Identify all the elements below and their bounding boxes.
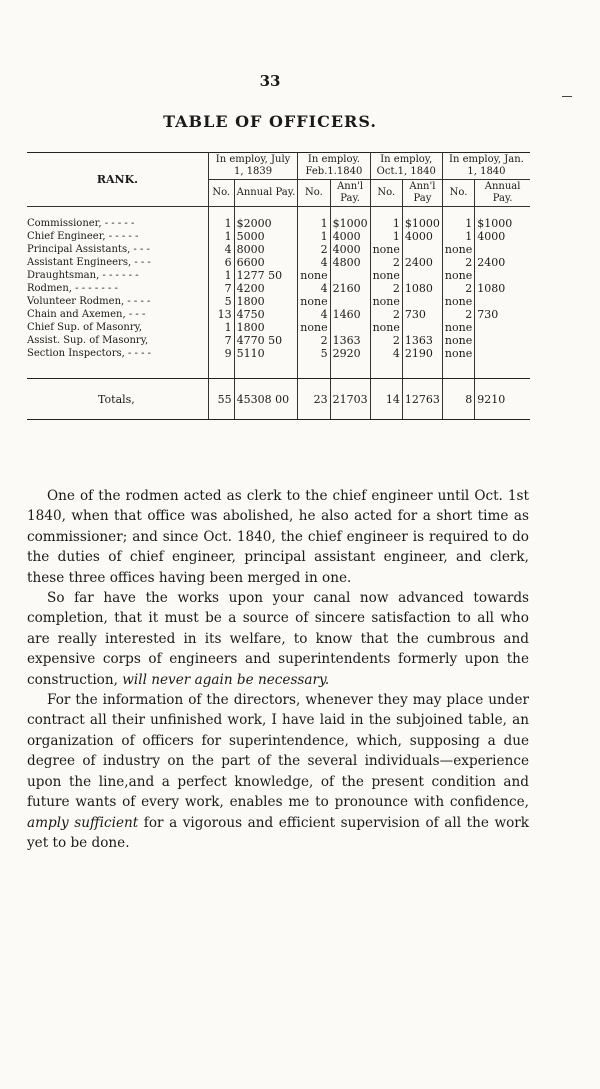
- count-cell: 4: [298, 308, 330, 321]
- count-cell: 13: [208, 308, 234, 321]
- rank-label: Chief Sup. of Masonry,: [27, 322, 143, 333]
- count-cell: 2: [442, 308, 474, 321]
- pay-cell: 1080: [475, 282, 530, 295]
- count-cell: none: [442, 243, 474, 256]
- table-row: [27, 347, 530, 360]
- count-cell: 4: [208, 243, 234, 256]
- pay-cell: 6600: [234, 256, 298, 269]
- pay-cell: [475, 243, 530, 256]
- pay-cell: 4000: [330, 230, 370, 243]
- count-cell: none: [442, 334, 474, 347]
- totals-row: [27, 379, 530, 420]
- rank-label: Rodmen, - - - - - - -: [27, 283, 118, 294]
- count-cell: 1: [370, 230, 402, 243]
- pay-cell: 2920: [330, 347, 370, 360]
- no-header: No.: [442, 180, 474, 207]
- pay-cell: [475, 347, 530, 360]
- rank-label: Volunteer Rodmen, - - - -: [27, 296, 151, 307]
- count-cell: none: [370, 243, 402, 256]
- table-row: [27, 321, 530, 334]
- count-cell: 1: [442, 217, 474, 230]
- pay-cell: [475, 269, 530, 282]
- page-number: 33: [259, 72, 281, 90]
- count-cell: none: [298, 295, 330, 308]
- paragraph-text: for a vigorous and efficient supervision of all the work yet to be done.: [27, 814, 529, 851]
- rank-label: Principal Assistants, - - -: [27, 244, 150, 255]
- table-row: [27, 295, 530, 308]
- rank-label: Chief Engineer, - - - - -: [27, 231, 139, 242]
- count-cell: 1: [208, 230, 234, 243]
- count-cell: 4: [370, 347, 402, 360]
- group-header: In employ, Jan. 1, 1840: [442, 153, 530, 180]
- count-cell: 1: [442, 230, 474, 243]
- pay-cell: $1000: [402, 217, 442, 230]
- paragraph: [27, 690, 529, 853]
- pay-cell: 5000: [234, 230, 298, 243]
- page-title: TABLE OF OFFICERS.: [163, 112, 377, 131]
- count-cell: 4: [298, 282, 330, 295]
- paragraph: [27, 588, 529, 690]
- table-row: [27, 217, 530, 230]
- spacer-row: [27, 207, 530, 218]
- pay-cell: [475, 334, 530, 347]
- group-header: In employ. Feb.1.1840: [298, 153, 370, 180]
- officers-table: [27, 152, 530, 420]
- table-row: [27, 282, 530, 295]
- pay-cell: 4750: [234, 308, 298, 321]
- pay-cell: 1277 50: [234, 269, 298, 282]
- rank-label: Totals,: [27, 379, 208, 420]
- rank-label: Chain and Axemen, - - -: [27, 309, 146, 320]
- pay-header: Annual Pay.: [475, 180, 530, 207]
- rank-label: Section Inspectors, - - - -: [27, 348, 152, 359]
- pay-cell: 1800: [234, 321, 298, 334]
- pay-cell: 730: [402, 308, 442, 321]
- body-text: [27, 486, 529, 853]
- pay-cell: 2160: [330, 282, 370, 295]
- pay-cell: 2190: [402, 347, 442, 360]
- pay-cell: 2400: [475, 256, 530, 269]
- count-cell: 7: [208, 282, 234, 295]
- table-row: [27, 243, 530, 256]
- pay-cell: 2400: [402, 256, 442, 269]
- pay-cell: 8000: [234, 243, 298, 256]
- pay-cell: 9210: [475, 379, 530, 420]
- pay-cell: 1363: [402, 334, 442, 347]
- count-cell: none: [442, 295, 474, 308]
- count-cell: 2: [370, 282, 402, 295]
- pay-cell: 1460: [330, 308, 370, 321]
- count-cell: 7: [208, 334, 234, 347]
- pay-header: Annual Pay.: [234, 180, 298, 207]
- count-cell: 55: [208, 379, 234, 420]
- emphasis-text: will never again be necessary.: [122, 671, 330, 688]
- pay-cell: 5110: [234, 347, 298, 360]
- count-cell: 2: [442, 256, 474, 269]
- pay-cell: 4770 50: [234, 334, 298, 347]
- table-row: [27, 308, 530, 321]
- count-cell: none: [298, 321, 330, 334]
- count-cell: 1: [370, 217, 402, 230]
- rank-label: Assistant Engineers, - - -: [27, 257, 151, 268]
- paragraph-text: So far have the works upon your canal now advanced towards completion, that it must be a source of sincere satisfaction to all who are really interested in its welfare, to know that the cumbrous and expensive corps of engineers and superintendents formerly upon the construction,: [27, 590, 529, 688]
- pay-cell: [402, 243, 442, 256]
- count-cell: none: [370, 269, 402, 282]
- pay-cell: 45308 00: [234, 379, 298, 420]
- no-header: No.: [208, 180, 234, 207]
- count-cell: 2: [370, 334, 402, 347]
- pay-cell: [330, 269, 370, 282]
- pay-cell: [402, 269, 442, 282]
- pay-cell: [330, 321, 370, 334]
- count-cell: 23: [298, 379, 330, 420]
- pay-header: Ann'l Pay: [402, 180, 442, 207]
- paragraph-text: One of the rodmen acted as clerk to the chief engineer until Oct. 1st 1840, when that office was abolished, he also acted for a short time as commissioner; and since Oct. 1840, the chief engineer is required to do the duties of chief engineer, principal assistant engineer, and clerk, these three offices having been merged in one.: [27, 488, 529, 586]
- pay-cell: [330, 295, 370, 308]
- no-header: No.: [298, 180, 330, 207]
- pay-cell: [475, 321, 530, 334]
- pay-cell: 4200: [234, 282, 298, 295]
- pay-cell: 4800: [330, 256, 370, 269]
- pay-cell: 4000: [330, 243, 370, 256]
- count-cell: 2: [442, 282, 474, 295]
- count-cell: 1: [208, 269, 234, 282]
- pay-cell: 4000: [475, 230, 530, 243]
- count-cell: none: [298, 269, 330, 282]
- paragraph: [27, 486, 529, 588]
- table-row: [27, 334, 530, 347]
- pay-cell: 4000: [402, 230, 442, 243]
- paragraph-text: For the information of the directors, whenever they may place under contract all their unfinished work, I have laid in the subjoined table, an organization of officers for superintendence, which, supposing a due degree of industry on the part of the several individuals—experience upon the line,and a perfect knowledge, of the present condition and future wants of every work, enables me to pronounce with confidence,: [27, 692, 529, 811]
- count-cell: 1: [298, 217, 330, 230]
- count-cell: 5: [208, 295, 234, 308]
- pay-cell: 21703: [330, 379, 370, 420]
- pay-cell: 1363: [330, 334, 370, 347]
- group-header: In employ, Oct.1, 1840: [370, 153, 442, 180]
- table-row: [27, 230, 530, 243]
- emphasis-text: amply sufficient: [27, 814, 139, 831]
- no-header: No.: [370, 180, 402, 207]
- count-cell: 5: [298, 347, 330, 360]
- count-cell: none: [442, 347, 474, 360]
- pay-cell: [402, 321, 442, 334]
- pay-cell: $2000: [234, 217, 298, 230]
- count-cell: 9: [208, 347, 234, 360]
- count-cell: 4: [298, 256, 330, 269]
- pay-cell: 730: [475, 308, 530, 321]
- rank-label: Commissioner, - - - - -: [27, 218, 135, 229]
- count-cell: 14: [370, 379, 402, 420]
- pay-cell: 1080: [402, 282, 442, 295]
- rank-label: Assist. Sup. of Masonry,: [27, 335, 149, 346]
- count-cell: none: [442, 321, 474, 334]
- table-row: [27, 269, 530, 282]
- group-header: In employ, July 1, 1839: [208, 153, 297, 180]
- table-row: [27, 256, 530, 269]
- pay-cell: $1000: [475, 217, 530, 230]
- count-cell: none: [442, 269, 474, 282]
- count-cell: 1: [298, 230, 330, 243]
- count-cell: none: [370, 321, 402, 334]
- count-cell: none: [370, 295, 402, 308]
- margin-mark: [562, 96, 572, 97]
- pay-cell: 12763: [402, 379, 442, 420]
- count-cell: 8: [442, 379, 474, 420]
- count-cell: 2: [298, 243, 330, 256]
- pay-cell: [475, 295, 530, 308]
- count-cell: 2: [298, 334, 330, 347]
- rank-label: Draughtsman, - - - - - -: [27, 270, 139, 281]
- count-cell: 1: [208, 217, 234, 230]
- pay-cell: [402, 295, 442, 308]
- count-cell: 2: [370, 308, 402, 321]
- pay-cell: 1800: [234, 295, 298, 308]
- count-cell: 6: [208, 256, 234, 269]
- count-cell: 2: [370, 256, 402, 269]
- spacer-row: [27, 360, 530, 379]
- count-cell: 1: [208, 321, 234, 334]
- table-body: [27, 207, 530, 420]
- pay-cell: $1000: [330, 217, 370, 230]
- pay-header: Ann'l Pay.: [330, 180, 370, 207]
- rank-header: RANK.: [27, 153, 208, 207]
